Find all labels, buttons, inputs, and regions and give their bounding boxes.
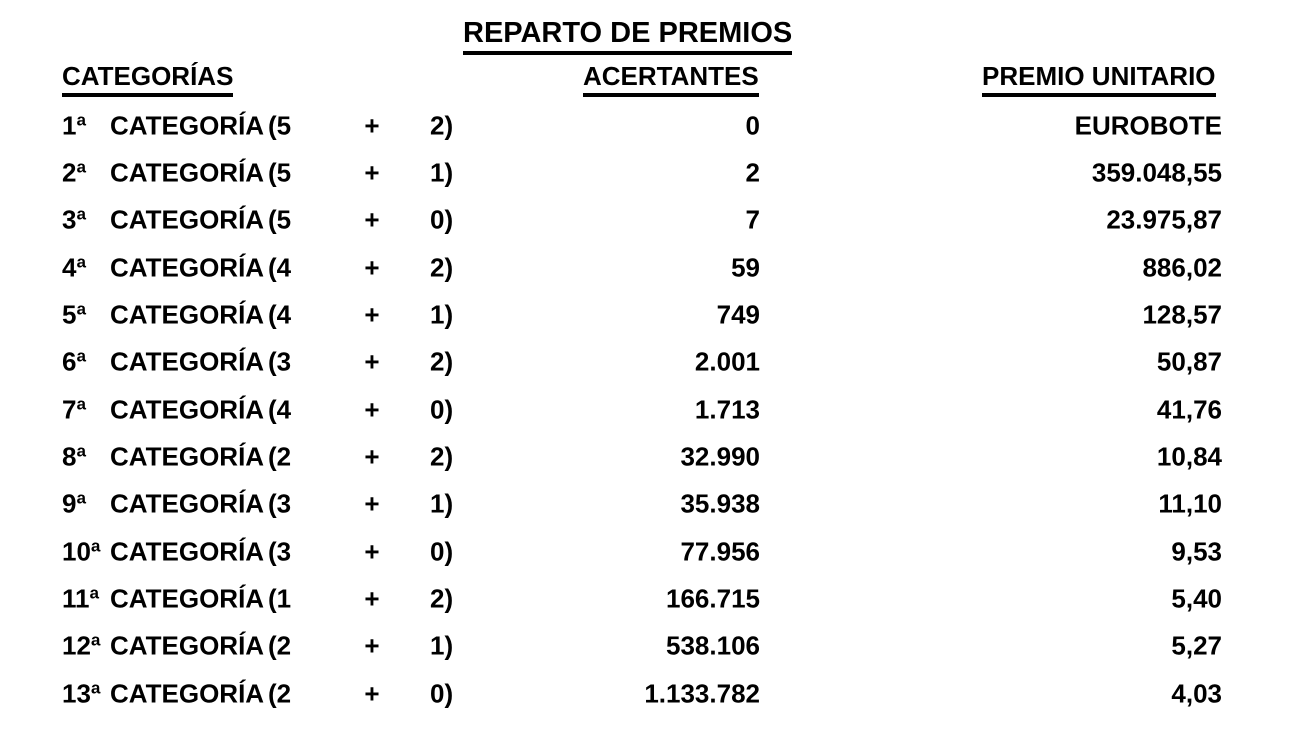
- table-row: [0, 291, 1300, 338]
- combo-main-numbers: (5: [268, 110, 292, 141]
- combo-star-numbers: 2): [430, 346, 454, 377]
- category-ordinal: 12ª: [62, 630, 101, 661]
- combo-plus-sign: +: [364, 157, 380, 188]
- combo-star-numbers: 0): [430, 394, 454, 425]
- combo-star-numbers: 1): [430, 488, 454, 519]
- column-header-categorias: CATEGORÍAS: [62, 62, 233, 97]
- combo-main-numbers: (4: [268, 252, 292, 283]
- category-name: CATEGORÍA: [110, 157, 265, 188]
- premio-unitario-value: 5,40: [1171, 583, 1222, 614]
- category-name: CATEGORÍA: [110, 204, 265, 235]
- category-name: CATEGORÍA: [110, 583, 265, 614]
- category-ordinal: 13ª: [62, 678, 101, 709]
- combo-plus-sign: +: [364, 630, 380, 661]
- page-title: REPARTO DE PREMIOS: [463, 18, 792, 55]
- premio-unitario-value: 359.048,55: [1091, 157, 1222, 188]
- acertantes-value: 7: [745, 204, 760, 235]
- combo-star-numbers: 2): [430, 583, 454, 614]
- premio-unitario-value: 9,53: [1171, 536, 1222, 567]
- prize-distribution-table: [0, 102, 1300, 717]
- category-ordinal: 10ª: [62, 536, 101, 567]
- premio-unitario-value: 128,57: [1142, 299, 1222, 330]
- combo-star-numbers: 1): [430, 299, 454, 330]
- combo-star-numbers: 1): [430, 630, 454, 661]
- acertantes-value: 749: [716, 299, 760, 330]
- table-row: [0, 528, 1300, 575]
- combo-main-numbers: (2: [268, 678, 292, 709]
- combo-plus-sign: +: [364, 583, 380, 614]
- combo-plus-sign: +: [364, 394, 380, 425]
- acertantes-value: 538.106: [666, 630, 760, 661]
- category-ordinal: 8ª: [62, 441, 87, 472]
- category-name: CATEGORÍA: [110, 299, 265, 330]
- combo-plus-sign: +: [364, 346, 380, 377]
- category-ordinal: 4ª: [62, 252, 87, 283]
- column-header-acertantes: ACERTANTES: [583, 62, 759, 97]
- combo-plus-sign: +: [364, 488, 380, 519]
- acertantes-value: 2.001: [694, 346, 760, 377]
- table-row: [0, 433, 1300, 480]
- category-name: CATEGORÍA: [110, 630, 265, 661]
- combo-main-numbers: (5: [268, 204, 292, 235]
- table-row: [0, 339, 1300, 386]
- combo-main-numbers: (2: [268, 630, 292, 661]
- table-row: [0, 481, 1300, 528]
- combo-star-numbers: 2): [430, 110, 454, 141]
- combo-star-numbers: 0): [430, 536, 454, 567]
- category-ordinal: 2ª: [62, 157, 87, 188]
- acertantes-value: 59: [731, 252, 760, 283]
- category-name: CATEGORÍA: [110, 441, 265, 472]
- combo-plus-sign: +: [364, 110, 380, 141]
- acertantes-value: 1.713: [694, 394, 760, 425]
- table-row: [0, 623, 1300, 670]
- acertantes-value: 1.133.782: [644, 678, 760, 709]
- combo-plus-sign: +: [364, 299, 380, 330]
- category-ordinal: 5ª: [62, 299, 87, 330]
- category-ordinal: 9ª: [62, 488, 87, 519]
- category-name: CATEGORÍA: [110, 110, 265, 141]
- premio-unitario-value: 50,87: [1156, 346, 1222, 377]
- table-row: [0, 244, 1300, 291]
- combo-main-numbers: (1: [268, 583, 292, 614]
- acertantes-value: 2: [745, 157, 760, 188]
- combo-plus-sign: +: [364, 441, 380, 472]
- category-name: CATEGORÍA: [110, 536, 265, 567]
- table-row: [0, 149, 1300, 196]
- category-name: CATEGORÍA: [110, 252, 265, 283]
- combo-main-numbers: (3: [268, 346, 292, 377]
- combo-main-numbers: (3: [268, 488, 292, 519]
- combo-star-numbers: 0): [430, 678, 454, 709]
- category-name: CATEGORÍA: [110, 488, 265, 519]
- combo-plus-sign: +: [364, 678, 380, 709]
- category-name: CATEGORÍA: [110, 394, 265, 425]
- combo-plus-sign: +: [364, 252, 380, 283]
- category-ordinal: 3ª: [62, 204, 87, 235]
- combo-main-numbers: (4: [268, 299, 292, 330]
- acertantes-value: 0: [745, 110, 760, 141]
- premio-unitario-value: 4,03: [1171, 678, 1222, 709]
- premio-unitario-value: 23.975,87: [1106, 204, 1222, 235]
- table-row: [0, 670, 1300, 717]
- table-row: [0, 102, 1300, 149]
- combo-main-numbers: (5: [268, 157, 292, 188]
- combo-star-numbers: 0): [430, 204, 454, 235]
- category-ordinal: 6ª: [62, 346, 87, 377]
- combo-star-numbers: 2): [430, 252, 454, 283]
- combo-star-numbers: 2): [430, 441, 454, 472]
- acertantes-value: 77.956: [680, 536, 760, 567]
- combo-plus-sign: +: [364, 204, 380, 235]
- acertantes-value: 35.938: [680, 488, 760, 519]
- combo-plus-sign: +: [364, 536, 380, 567]
- acertantes-value: 32.990: [680, 441, 760, 472]
- combo-star-numbers: 1): [430, 157, 454, 188]
- combo-main-numbers: (2: [268, 441, 292, 472]
- premio-unitario-value: 11,10: [1158, 488, 1222, 519]
- premio-unitario-value: 10,84: [1156, 441, 1222, 472]
- category-ordinal: 7ª: [62, 394, 87, 425]
- combo-main-numbers: (4: [268, 394, 292, 425]
- premio-unitario-value: 41,76: [1156, 394, 1222, 425]
- column-header-premio-unitario: PREMIO UNITARIO: [982, 62, 1216, 97]
- table-row: [0, 575, 1300, 622]
- combo-main-numbers: (3: [268, 536, 292, 567]
- category-name: CATEGORÍA: [110, 678, 265, 709]
- premio-unitario-value: 886,02: [1142, 252, 1222, 283]
- category-ordinal: 1ª: [62, 110, 87, 141]
- table-row: [0, 197, 1300, 244]
- acertantes-value: 166.715: [666, 583, 760, 614]
- category-name: CATEGORÍA: [110, 346, 265, 377]
- premio-unitario-value: EUROBOTE: [1074, 110, 1222, 141]
- table-row: [0, 386, 1300, 433]
- category-ordinal: 11ª: [62, 583, 100, 614]
- premio-unitario-value: 5,27: [1171, 630, 1222, 661]
